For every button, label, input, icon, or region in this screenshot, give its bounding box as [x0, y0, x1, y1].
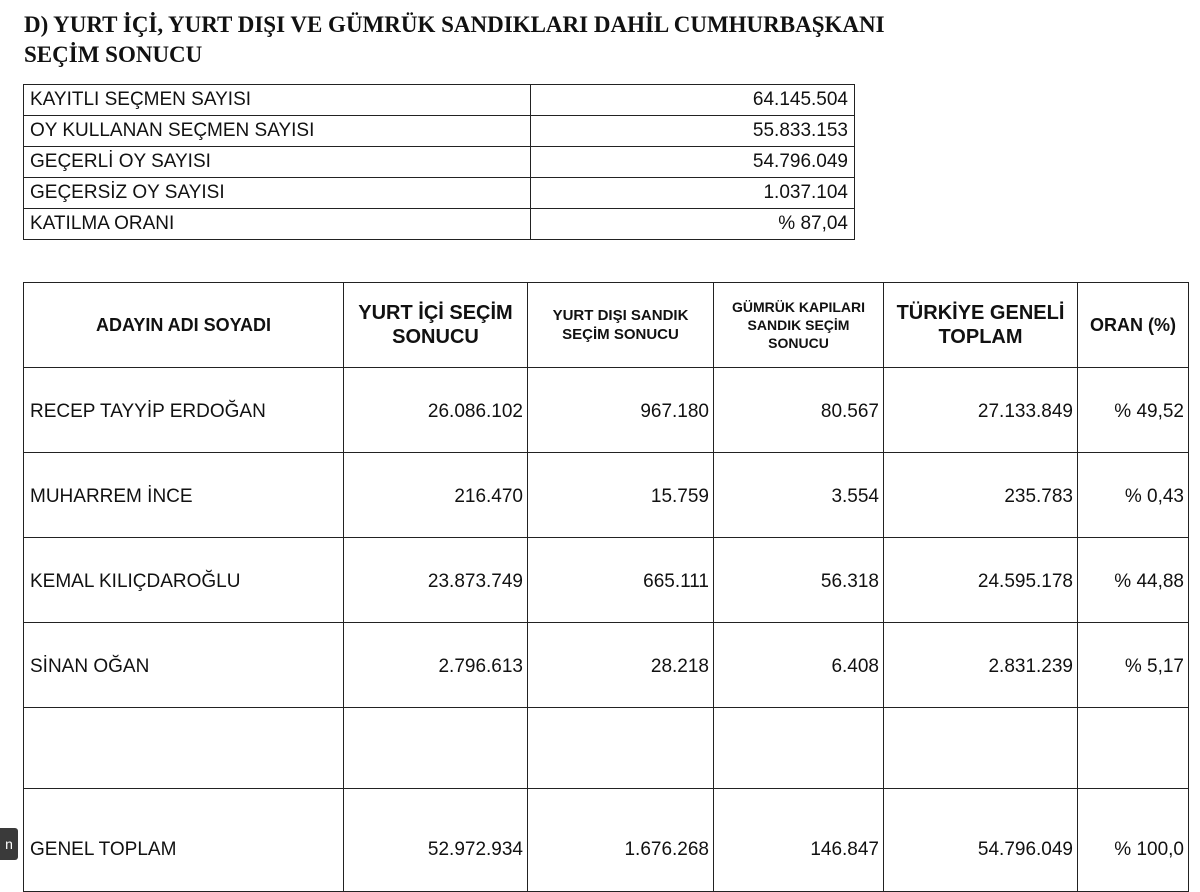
empty-cell: [528, 708, 714, 789]
empty-row: [24, 708, 1189, 789]
summary-row: [24, 209, 855, 240]
header-customs: GÜMRÜK KAPILARI SANDIK SEÇİM SONUCU: [714, 283, 884, 368]
customs-votes: 3.554: [714, 453, 884, 538]
summary-label: KATILMA ORANI: [24, 209, 531, 240]
vote-ratio: % 0,43: [1078, 453, 1189, 538]
abroad-votes: 967.180: [528, 368, 714, 453]
customs-votes: 6.408: [714, 623, 884, 708]
vote-ratio: % 5,17: [1078, 623, 1189, 708]
header-total: TÜRKİYE GENELİ TOPLAM: [884, 283, 1078, 368]
candidate-name: KEMAL KILIÇDAROĞLU: [24, 538, 344, 623]
summary-label: KAYITLI SEÇMEN SAYISI: [24, 85, 531, 116]
summary-value: 55.833.153: [531, 116, 855, 147]
total-votes: 235.783: [884, 453, 1078, 538]
summary-label: GEÇERSİZ OY SAYISI: [24, 178, 531, 209]
vote-ratio: % 44,88: [1078, 538, 1189, 623]
header-abroad: YURT DIŞI SANDIK SEÇİM SONUCU: [528, 283, 714, 368]
empty-cell: [344, 708, 528, 789]
title-line-2: SEÇİM SONUCU: [24, 42, 203, 67]
domestic-votes: 216.470: [344, 453, 528, 538]
summary-table: [23, 84, 855, 240]
table-row: [24, 623, 1189, 708]
empty-cell: [1078, 708, 1189, 789]
summary-value: % 87,04: [531, 209, 855, 240]
empty-cell: [714, 708, 884, 789]
customs-votes: 80.567: [714, 368, 884, 453]
title-line-1: D) YURT İÇİ, YURT DIŞI VE GÜMRÜK SANDIKLARI DAHİL CUMHURBAŞKANI: [24, 12, 885, 37]
domestic-votes: 2.796.613: [344, 623, 528, 708]
table-row: [24, 368, 1189, 453]
corner-tab[interactable]: n: [0, 828, 18, 860]
customs-votes: 56.318: [714, 538, 884, 623]
grand-total-abroad: 1.676.268: [528, 789, 714, 892]
domestic-votes: 23.873.749: [344, 538, 528, 623]
summary-label: OY KULLANAN SEÇMEN SAYISI: [24, 116, 531, 147]
summary-label: GEÇERLİ OY SAYISI: [24, 147, 531, 178]
domestic-votes: 26.086.102: [344, 368, 528, 453]
summary-row: [24, 116, 855, 147]
results-header-row: [24, 283, 1189, 368]
empty-cell: [24, 708, 344, 789]
document-title: [24, 10, 1174, 70]
candidate-name: RECEP TAYYİP ERDOĞAN: [24, 368, 344, 453]
total-votes: 24.595.178: [884, 538, 1078, 623]
summary-value: 54.796.049: [531, 147, 855, 178]
candidate-name: SİNAN OĞAN: [24, 623, 344, 708]
total-votes: 27.133.849: [884, 368, 1078, 453]
grand-total-customs: 146.847: [714, 789, 884, 892]
table-row: [24, 453, 1189, 538]
candidate-name: MUHARREM İNCE: [24, 453, 344, 538]
abroad-votes: 665.111: [528, 538, 714, 623]
summary-value: 1.037.104: [531, 178, 855, 209]
grand-total-total: 54.796.049: [884, 789, 1078, 892]
vote-ratio: % 49,52: [1078, 368, 1189, 453]
header-ratio: ORAN (%): [1078, 283, 1189, 368]
summary-value: 64.145.504: [531, 85, 855, 116]
summary-row: [24, 178, 855, 209]
abroad-votes: 28.218: [528, 623, 714, 708]
grand-total-label: GENEL TOPLAM: [24, 789, 344, 892]
header-domestic: YURT İÇİ SEÇİM SONUCU: [344, 283, 528, 368]
summary-row: [24, 85, 855, 116]
abroad-votes: 15.759: [528, 453, 714, 538]
results-table: [23, 282, 1189, 892]
total-votes: 2.831.239: [884, 623, 1078, 708]
table-row: [24, 538, 1189, 623]
summary-row: [24, 147, 855, 178]
grand-total-row: [24, 789, 1189, 892]
grand-total-domestic: 52.972.934: [344, 789, 528, 892]
grand-total-ratio: % 100,0: [1078, 789, 1189, 892]
header-candidate-name: ADAYIN ADI SOYADI: [24, 283, 344, 368]
empty-cell: [884, 708, 1078, 789]
